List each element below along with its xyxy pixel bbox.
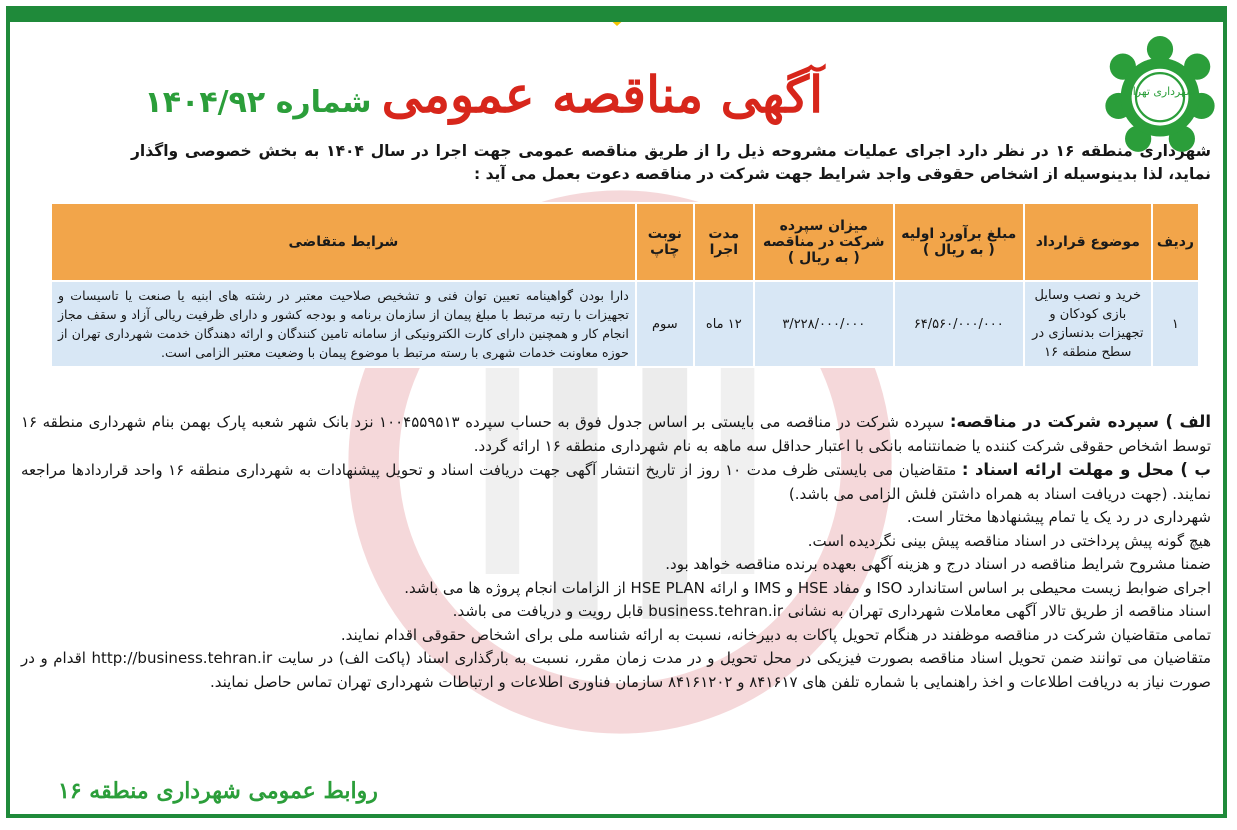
intro-text: در نظر دارد اجرای عملیات مشروحه ذیل را از طریق مناقصه عمومی جهت اجرا در سال ۱۴۰۴ به بخش خصوصی واگذار نماید، لذا بدینوسیله از اشخاص حقوقی واجد شرایط جهت شرکت در مناقصه دعوت بعمل می آید : [131,142,1211,183]
intro-lead: شهرداری منطقه ۱۶ [1055,142,1212,160]
tender-table [50,202,1200,368]
body-line: تمامی متقاضیان شرکت در مناقصه موظفند در هنگام تحویل پاکات به دبیرخانه، نسبت به ارائه شناسه ملی برای اشخاص حقوقی اقدام نمایند. [340,625,1211,644]
header-conditions: شرایط متقاضی [51,203,636,281]
notice-body [21,410,1211,694]
notice-frame [6,6,1227,818]
section-b-text: متقاضیان می بایستی ظرف مدت ۱۰ روز از تاریخ انتشار آگهی جهت دریافت اسناد و تحویل پیشنهادات به شهرداری منطقه ۱۶ واحد قراردادها مراجعه نمایند. (جهت دریافت اسناد به همراه داشتن فلش الزامی می باشد.) [21,461,1211,503]
table-row [51,281,1199,367]
top-notch-decoration [595,6,639,26]
body-line: اسناد مناقصه از طریق تالار آگهی معاملات شهرداری تهران به نشانی business.tehran.ir قابل رویت و دریافت می باشد. [452,602,1211,620]
body-line: متقاضیان می توانند ضمن تحویل اسناد مناقصه بصورت فیزیکی در محل تحویل و در مدت زمان مقرر، نسبت به بارگذاری اسناد (پاکت الف) در سایت http://business.tehran.ir اقدام و در صورت نیاز به دریافت اطلاعات و اخذ راهنمایی با شماره تلفن های ۸۴۱۶۱۷ و ۸۴۱۶۱۲۰۲ سازمان فناوری اطلاعات و ارتباطات شهرداری تهران تماس حاصل نمایند. [21,649,1212,691]
logo-text: شهرداری تهران [1124,85,1196,98]
section-a-heading: الف ) سپرده شرکت در مناقصه: [949,412,1212,431]
section-a [21,410,1211,458]
footer-signature: روابط عمومی شهرداری منطقه ۱۶ [58,778,378,804]
section-b-heading: ب ) محل و مهلت ارائه اسناد : [961,460,1211,479]
body-line: ضمنا مشروح شرایط مناقصه در اسناد درج و هزینه آگهی بعهده برنده مناقصه خواهد بود. [665,555,1211,573]
cell-deposit: ۳/۲۲۸/۰۰۰/۰۰۰ [754,281,894,367]
tender-number: شماره ۱۴۰۴/۹۲ [144,85,372,120]
header-duration: مدت اجرا [694,203,754,281]
section-a-text: سپرده شرکت در مناقصه می بایستی بر اساس جدول فوق به حساب سپرده ۱۰۰۴۵۵۹۵۱۳ نزد بانک شهر شعبه پارک بهمن بنام شهرداری منطقه ۱۶ توسط اشخاص حقوقی شرکت کننده یا ضمانتنامه بانکی با اعتبار حداقل سه ماهه به نام شهرداری منطقه ۱۶ ارائه گردد. [21,413,1211,455]
cell-conditions: دارا بودن گواهینامه تعیین توان فنی و تشخیص صلاحیت معتبر در رشته های ابنیه یا صنعت یا تاسیسات و تجهیزات با رتبه مرتبط با مبلغ پیمان از سازمان برنامه و بودجه کشور و دارای ظرفیت ریالی آزاد و سقف مجاز انجام کار و همچنین دارای کارت الکترونیکی از سامانه تامین کنندگان و ارائه دهندگان خدمت شهرداری تهران از حوزه معاونت خدمات شهری با رسته مرتبط با موضوع پیمان با وضعیت معتبر الزامی است. [51,281,636,367]
tehran-municipality-logo [1105,36,1215,154]
header-estimate: مبلغ برآورد اولیه ( به ریال ) [894,203,1024,281]
header-row-number: ردیف [1152,203,1199,281]
title-text: آگهی مناقصه عمومی [381,65,823,124]
cell-estimate: ۶۴/۵۶۰/۰۰۰/۰۰۰ [894,281,1024,367]
notice-title [144,65,823,124]
cell-subject: خرید و نصب وسایل بازی کودکان و تجهیزات بدنسازی در سطح منطقه ۱۶ [1024,281,1152,367]
body-line: هیچ گونه پیش پرداختی در اسناد مناقصه پیش بینی نگردیده است. [807,531,1211,550]
cell-row-number: ۱ [1152,281,1199,367]
intro-paragraph [131,140,1211,186]
body-line: اجرای ضوابط زیست محیطی بر اساس استاندارد ISO و مفاد HSE و IMS و ارائه HSE PLAN از الزامات انجام پروژه ها می باشد. [404,578,1211,597]
header-subject: موضوع قرارداد [1024,203,1152,281]
section-b [21,458,1211,506]
cell-print: سوم [636,281,694,367]
header-print: نوبت چاپ [636,203,694,281]
header-deposit: میزان سپرده شرکت در مناقصه ( به ریال ) [754,203,894,281]
table-header-row [51,203,1199,281]
cell-duration: ۱۲ ماه [694,281,754,367]
body-line: شهرداری در رد یک یا تمام پیشنهادها مختار است. [906,508,1211,526]
